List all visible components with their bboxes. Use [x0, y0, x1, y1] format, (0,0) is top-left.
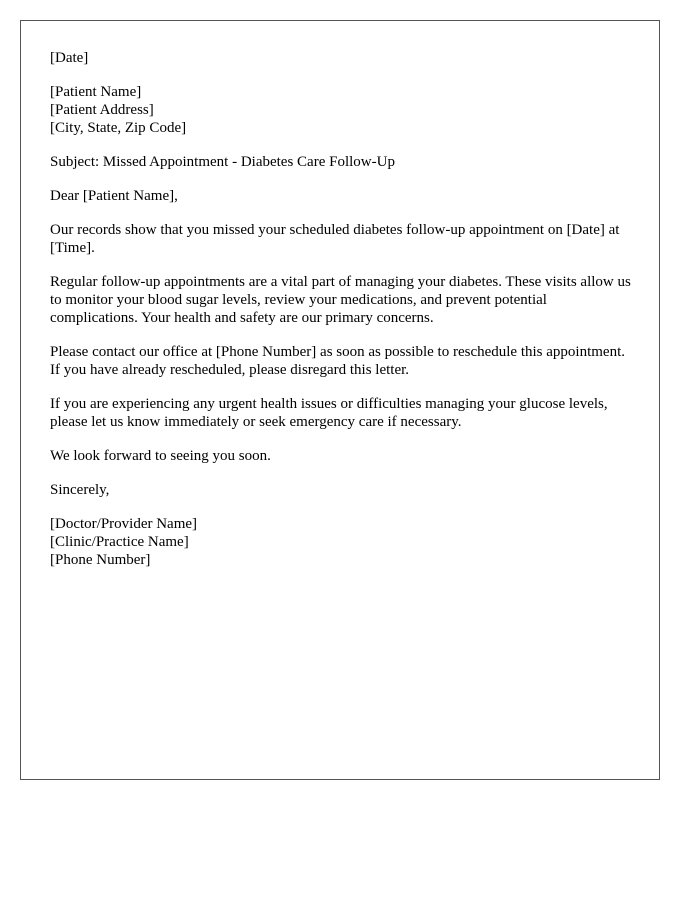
paragraph-look-forward: We look forward to seeing you soon.	[50, 448, 271, 464]
paragraph-importance: Regular follow-up appointments are a vital part of managing your diabetes. These visits allow us to monitor your blood sugar levels, review your medications, and prevent potential complications. Your health and safety are our primary concerns.	[50, 274, 631, 326]
letter-date: [Date]	[50, 50, 89, 66]
signature-phone: [Phone Number]	[50, 552, 151, 568]
letter-subject: Subject: Missed Appointment - Diabetes Care Follow-Up	[50, 154, 395, 170]
recipient-block	[50, 83, 635, 137]
letter-salutation: Dear [Patient Name],	[50, 188, 178, 204]
recipient-address: [Patient Address]	[50, 102, 154, 118]
signature-provider: [Doctor/Provider Name]	[50, 516, 198, 532]
letter-body	[50, 49, 635, 585]
paragraph-urgent: If you are experiencing any urgent health issues or difficulties managing your glucose levels, please let us know immediately or seek emergency care if necessary.	[50, 396, 608, 430]
signature-clinic: [Clinic/Practice Name]	[50, 534, 189, 550]
letter-page	[20, 20, 660, 780]
recipient-city-state-zip: [City, State, Zip Code]	[50, 120, 187, 136]
paragraph-contact: Please contact our office at [Phone Number] as soon as possible to reschedule this appointment. If you have already rescheduled, please disregard this letter.	[50, 344, 625, 378]
letter-closing: Sincerely,	[50, 482, 110, 498]
recipient-name: [Patient Name]	[50, 84, 142, 100]
signature-block	[50, 515, 635, 569]
paragraph-missed-appointment: Our records show that you missed your scheduled diabetes follow-up appointment on [Date] at [Time].	[50, 222, 620, 256]
